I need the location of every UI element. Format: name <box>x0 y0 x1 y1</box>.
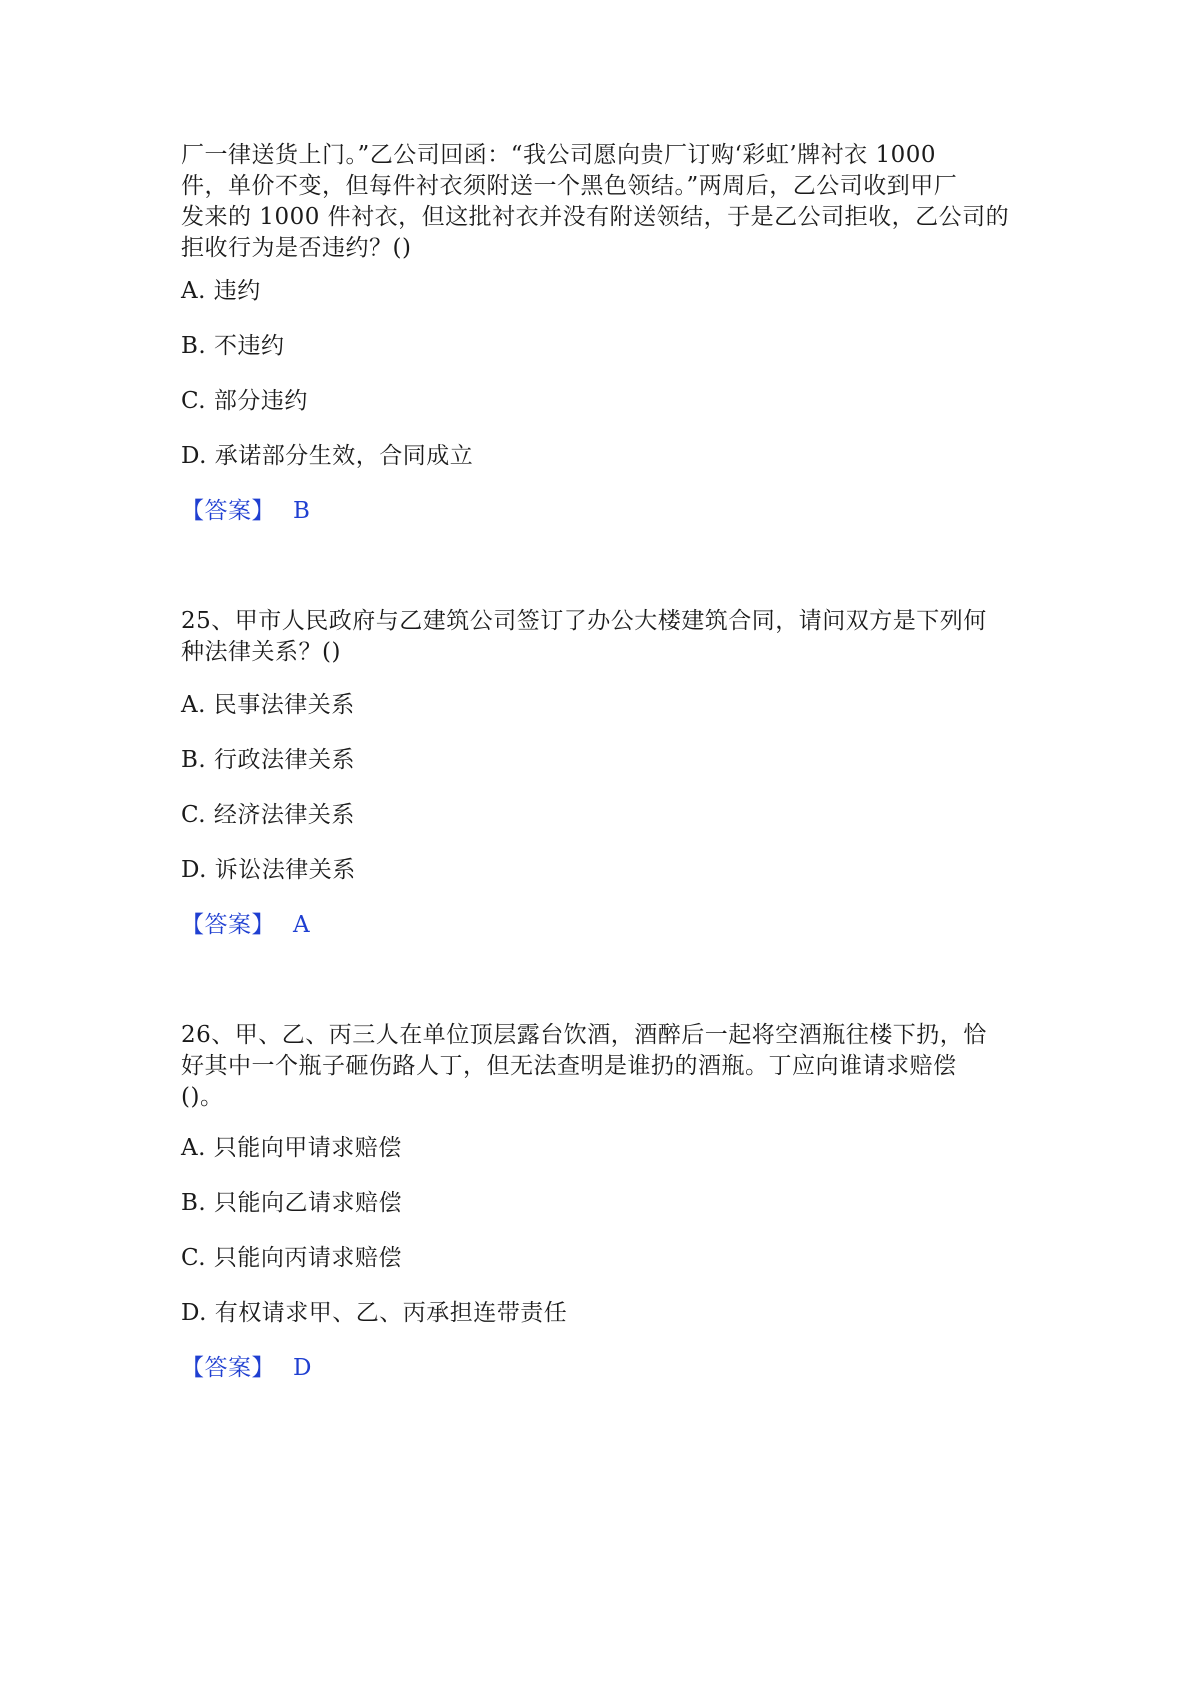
option-list <box>181 1298 1016 1329</box>
option-list <box>181 690 1016 721</box>
option-a: A. 违约 <box>181 278 261 304</box>
option-list <box>181 745 1016 776</box>
answer-value: B <box>293 498 311 524</box>
answer-line <box>181 910 1016 941</box>
question-text-line: 件，单价不变，但每件衬衣须附送一个黑色领结。”两周后，乙公司收到甲厂 <box>181 173 958 199</box>
question-text-line: ()。 <box>181 1084 224 1110</box>
option-c: C. 部分违约 <box>181 388 308 414</box>
question-block-26 <box>181 1020 1016 1113</box>
option-d: D. 承诺部分生效，合同成立 <box>181 443 474 469</box>
option-c: C. 只能向丙请求赔偿 <box>181 1245 402 1271</box>
question-text-line: 26、甲、乙、丙三人在单位顶层露台饮酒，酒醉后一起将空酒瓶往楼下扔，恰 <box>181 1022 987 1048</box>
option-list <box>181 441 1016 472</box>
option-list <box>181 276 1016 307</box>
option-list <box>181 331 1016 362</box>
question-text-line: 拒收行为是否违约？() <box>181 235 412 261</box>
option-d: D. 诉讼法律关系 <box>181 857 356 883</box>
answer-value: D <box>293 1355 312 1381</box>
answer-value: A <box>293 912 311 938</box>
option-b: B. 只能向乙请求赔偿 <box>181 1190 403 1216</box>
question-block-continued <box>181 140 1016 264</box>
answer-line <box>181 496 1016 527</box>
answer-line <box>181 1353 1016 1384</box>
question-text-line: 厂一律送货上门。”乙公司回函：“我公司愿向贵厂订购‘彩虹’牌衬衣 1000 <box>181 142 936 168</box>
option-a: A. 民事法律关系 <box>181 692 355 718</box>
option-list <box>181 855 1016 886</box>
question-block-25 <box>181 606 1016 668</box>
question-text-line: 发来的 1000 件衬衣，但这批衬衣并没有附送领结，于是乙公司拒收，乙公司的 <box>181 204 1010 230</box>
option-list <box>181 1133 1016 1164</box>
answer-label: 【答案】 <box>181 912 275 938</box>
option-list <box>181 1188 1016 1219</box>
option-list <box>181 1243 1016 1274</box>
option-a: A. 只能向甲请求赔偿 <box>181 1135 402 1161</box>
option-list <box>181 800 1016 831</box>
question-text-line: 好其中一个瓶子砸伤路人丁，但无法查明是谁扔的酒瓶。丁应向谁请求赔偿 <box>181 1053 957 1079</box>
option-list <box>181 386 1016 417</box>
option-b: B. 行政法律关系 <box>181 747 356 773</box>
option-d: D. 有权请求甲、乙、丙承担连带责任 <box>181 1300 568 1326</box>
answer-label: 【答案】 <box>181 498 275 524</box>
option-b: B. 不违约 <box>181 333 285 359</box>
question-text-line: 种法律关系？() <box>181 639 341 665</box>
question-text-line: 25、甲市人民政府与乙建筑公司签订了办公大楼建筑合同，请问双方是下列何 <box>181 608 987 634</box>
option-c: C. 经济法律关系 <box>181 802 355 828</box>
answer-label: 【答案】 <box>181 1355 275 1381</box>
